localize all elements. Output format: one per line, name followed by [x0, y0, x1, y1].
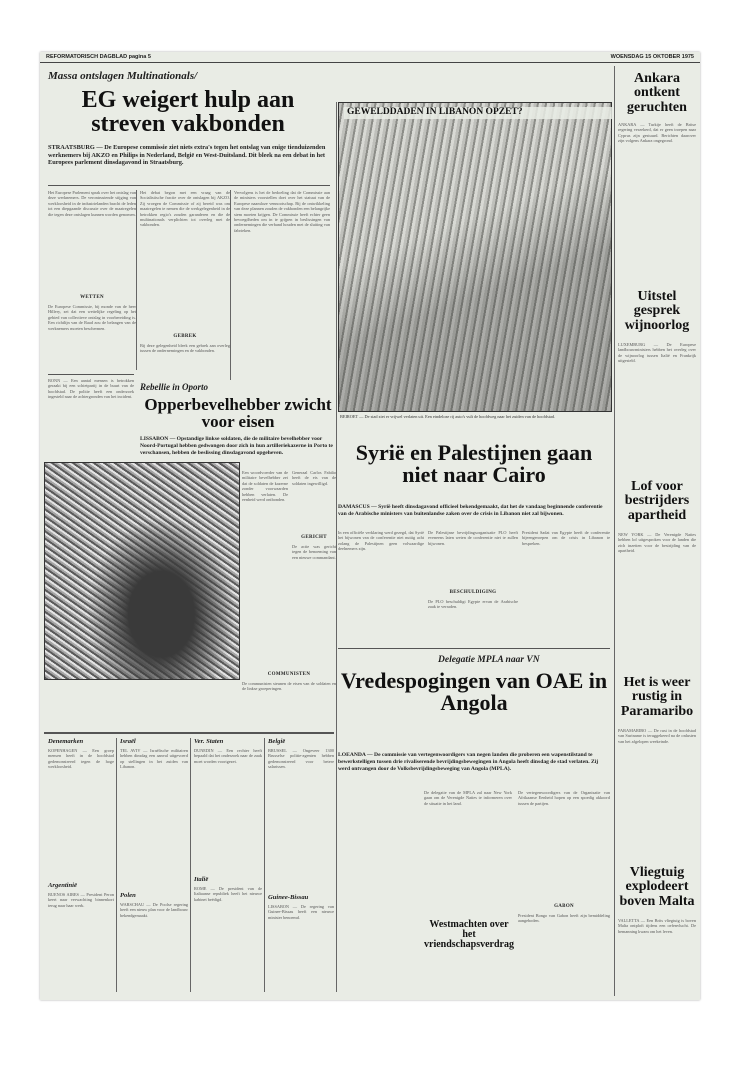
- brief-argentinie-title: Argentinië: [48, 882, 77, 889]
- divider: [338, 648, 610, 649]
- syria-col3-text: President Sadat van Egypte heeft de conferentie bijeengeroepen om de crisis in Libanon te bespreken.: [522, 530, 610, 546]
- subhead-beschuldiging: BESCHULDIGING: [449, 590, 497, 595]
- mpla-col1-text: De delegatie van de MPLA zal naar New York gaan om de Verenigde Naties te informeren over de situatie in het land.: [424, 790, 512, 806]
- brief-italie-text: ROME — De president van de Italiaanse republiek heeft het nieuwe kabinet beëdigd.: [194, 886, 262, 902]
- brief-israel-title: Israël: [120, 738, 136, 745]
- brief-belgie-title: België: [268, 738, 286, 745]
- subhead-gebrek: GEBREK: [173, 334, 197, 339]
- brief-israel-text: TEL AVIV — Israëlische militairen hebben dinsdag een aanval uitgevoerd op stellingen in het zuiden van Libanon.: [120, 748, 188, 770]
- wijnoorlog-text: LUXEMBURG — De Europese landbouwministers hebben het overleg over de wijnoorlog tussen Italië en Frankrijk uitgesteld.: [618, 342, 696, 364]
- oporto-col2-text: Generaal Carlos Fabião heeft de eis van de soldaten ingewilligd.: [292, 470, 336, 486]
- column-rule: [230, 190, 231, 380]
- main-col1-text: Het Europese Parlement sprak over het ontslag van deze werknemers. De verontrustende stijging van werkloosheid in de industrielanden bracht de leden tot een diepgaande discussie over de maatregelen die tegen deze ontslagen kunnen worden genomen.: [48, 190, 136, 217]
- subhead-gericht: GERICHT: [301, 535, 327, 540]
- brief-polen-title: Polen: [120, 892, 136, 899]
- oporto-col2b-text: De actie was gericht tegen de benoeming van een nieuwe commandant.: [292, 544, 336, 560]
- main-kicker: Massa ontslagen Multinationals/: [48, 70, 198, 82]
- syria-lead: DAMASCUS — Syrië heeft dinsdagavond officieel bekendgemaakt, dat het de vandaag beginnende conferentie van de Arabische ministers van buitenlandse zaken over de crisis in Libanon niet zal bijwonen.: [338, 504, 603, 517]
- main-col3-text: Vervolgens is het de bedoeling dat de Commissie aan de ministers voorstellen doet over het statuut van de Europese naamloze vennootschap. Bij de ontwikkeling van deze plannen zouden de vakbonden een belangrijke stem moeten krijgen. De Commissie heeft echter geen bevoegdheden om in te grijpen in beslissingen van ondernemingen die verband houden met de sluiting van fabrieken.: [234, 190, 330, 233]
- syria-col2b-text: De PLO beschuldigt Egypte ervan de Arabische zaak te verraden.: [428, 599, 518, 610]
- column-rule: [614, 66, 615, 996]
- apartheid-text: NEW YORK — De Verenigde Naties hebben lof uitgesproken voor de landen die zich inzetten voor de bestrijding van de apartheid.: [618, 532, 696, 554]
- syria-headline: Syrië en Palestijnen gaan niet naar Cairo: [355, 440, 593, 488]
- divider: [48, 374, 134, 375]
- mpla-kicker: Delegatie MPLA naar VN: [438, 655, 540, 665]
- main-col2-text: Het debat begon met een vraag van de Socialistische fractie over de ontslagen bij AKZO. Zij vroegen de Commissie of zij bereid was om maatregelen te nemen die de werkgelegenheid in de betrokken regio's zouden garanderen en die de multinationals verplichten tot overleg met de vakbonden.: [140, 190, 230, 228]
- oporto-photo: [44, 462, 240, 680]
- syria-col2-text: De Palestijnse bevrijdingsorganisatie PLO heeft eveneens laten weten de conferentie niet te zullen bijwonen.: [428, 530, 518, 546]
- malta-headline: Vliegtuig explodeert boven Malta: [619, 865, 695, 909]
- ankara-text: ANKARA — Turkije heeft de Britse regering verzekerd, dat er geen troepen naar Cyprus zijn gestuurd. Berichten daarover zijn volgens Ankara ongegrond.: [618, 122, 696, 144]
- mpla-col2b-text: President Bongo van Gabon heeft zijn bemiddeling aangeboden.: [518, 913, 610, 924]
- brief-verstaten-text: DUNEDIN — Een rechter heeft bepaald dat het onderzoek naar de zaak moet worden voortgezet.: [194, 748, 262, 764]
- newspaper-page: [40, 52, 700, 1000]
- main-headline: EG weigert hulp aan streven vakbonden: [81, 87, 295, 138]
- lebanon-caption: BEIROET — De stad ziet er vrijwel verlaten uit. Een eindeloze rij auto's vult de hoofdweg naar het zuiden van de hoofdstad.: [340, 414, 556, 419]
- ankara-headline: Ankara ontkent geruchten: [627, 71, 687, 115]
- oporto-kicker: Rebellie in Oporto: [140, 382, 208, 392]
- brief-guinee-title: Guinee-Bissau: [268, 894, 309, 901]
- paramaribo-text: PARAMARIBO — De rust in de hoofdstad van Suriname is teruggekeerd na de onlusten van het afgelopen weekeinde.: [618, 728, 696, 744]
- oporto-col1-text: Een woordvoerder van de militaire bevelhebber zei dat de soldaten de kazerne zonder voorwaarden hebben verlaten. De eenheid werd ontbonden.: [242, 470, 288, 503]
- brief-polen-text: WARSCHAU — De Poolse regering heeft een nieuw plan voor de landbouw bekendgemaakt.: [120, 902, 188, 918]
- mpla-headline: Vredespogingen van OAE in Angola: [340, 668, 608, 716]
- brief-denemarken-text: KOPENHAGEN — Een groep mensen heeft in de hoofdstad gedemonstreerd tegen de hoge werkloosheid.: [48, 748, 114, 770]
- syria-col1-text: In een officiële verklaring werd gezegd, dat Syrië het bijwonen van de conferentie niet nuttig acht zolang de Palestijnen geen volwaardige deelnemers zijn.: [338, 530, 424, 552]
- brief-text: BONN — Een aantal mensen is betrokken geraakt bij een schietpartij in de buurt van de hoofdstad. De politie heeft een onderzoek ingesteld naar de achtergronden van het incident.: [48, 378, 134, 400]
- main-lead: STRAATSBURG — De Europese commissie ziet niets extra's tegen het ontslag van enige tienduizenden werknemers bij AKZO en Philips in Nederland, België en West-Duitsland. Dit bleek na een debat in het Europees parlement dinsdagavond in Straatsburg.: [48, 144, 326, 167]
- brief-italie-title: Italië: [194, 876, 209, 883]
- subhead-gabon: GABON: [554, 904, 574, 909]
- main-col1b-text: De Europese Commissie, bij monde van de heer Hillery, zei dat een wettelijke regeling op het gebied van collectieve ontslag in voorbereiding is. Een richtlijn van de Raad zou de belangen van de werknemers moeten beschermen.: [48, 304, 136, 331]
- brief-argentinie-text: BUENOS AIRES — President Peron keert naar verwachting binnenkort terug naar haar werk.: [48, 892, 114, 908]
- issue-date: WOENSDAG 15 OKTOBER 1975: [610, 54, 694, 60]
- column-rule: [336, 102, 337, 992]
- subhead-wetten: WETTEN: [80, 295, 104, 300]
- column-rule: [136, 190, 137, 370]
- divider: [48, 185, 330, 186]
- oporto-lead: LISSABON — Opstandige linkse soldaten, die de militaire bevelhebber voor Noord-Portugal hebben gedwongen door zich in hun artilleriekazerne in Porto te verschansen, hebben de beslissing dinsdagavond opgeheven.: [140, 436, 333, 456]
- brief-guinee-text: LISSABON — De regering van Guinee-Bissau heeft een nieuwe minister benoemd.: [268, 904, 334, 920]
- lebanon-photo-title: GEWELDDADEN IN LIBANON OPZET?: [344, 107, 612, 119]
- wijnoorlog-headline: Uitstel gesprek wijnoorlog: [624, 289, 690, 333]
- oporto-headline: Opperbevelhebber zwicht voor eisen: [144, 395, 332, 432]
- brief-belgie-text: BRUSSEL — Ongeveer 1300 Brusselse politie-agenten hebben gedemonstreerd voor betere salarissen.: [268, 748, 334, 770]
- column-rule: [190, 738, 191, 992]
- malta-text: VALLETTA — Een Brits vliegtuig is boven Malta ontploft tijdens een oefenvlucht. De bemanning kwam om het leven.: [618, 918, 696, 934]
- westmachten-headline: Westmachten over het vriendschapsverdrag: [424, 919, 514, 951]
- paper-name: REFORMATORISCH DAGBLAD pagina 5: [46, 54, 151, 60]
- brief-verstaten-title: Ver. Staten: [194, 738, 224, 745]
- mpla-col2-text: De vertegenwoordigers van de Organisatie van Afrikaanse Eenheid hopen op een spoedig akkoord tussen de partijen.: [518, 790, 610, 806]
- main-col2b-text: Bij deze gelegenheid bleek een gebrek aan overleg tussen de ondernemingen en de vakbonden.: [140, 343, 230, 354]
- column-rule: [116, 738, 117, 992]
- paramaribo-headline: Het is weer rustig in Paramaribo: [620, 675, 694, 719]
- oporto-col3-text: De communisten steunen de eisen van de soldaten en de linkse groeperingen.: [242, 681, 336, 692]
- brief-denemarken-title: Denemarken: [48, 738, 84, 745]
- mpla-lead: LOEANDA — De commissie van vertegenwoordigers van negen landen die proberen een wapenstilstand te bewerkstelligen tussen drie rivaliserende bevrijdingsbewegingen in Angola heeft dinsdag de stad verlaten. Zij werd ontvangen door de Volksbevrijdingsbeweging van Angola (MPLA).: [338, 752, 599, 772]
- apartheid-headline: Lof voor bestrijders apartheid: [624, 479, 690, 523]
- divider: [44, 732, 334, 734]
- lebanon-photo: [338, 102, 612, 412]
- masthead: [40, 52, 700, 63]
- column-rule: [264, 738, 265, 992]
- subhead-communisten: COMMUNISTEN: [267, 672, 311, 677]
